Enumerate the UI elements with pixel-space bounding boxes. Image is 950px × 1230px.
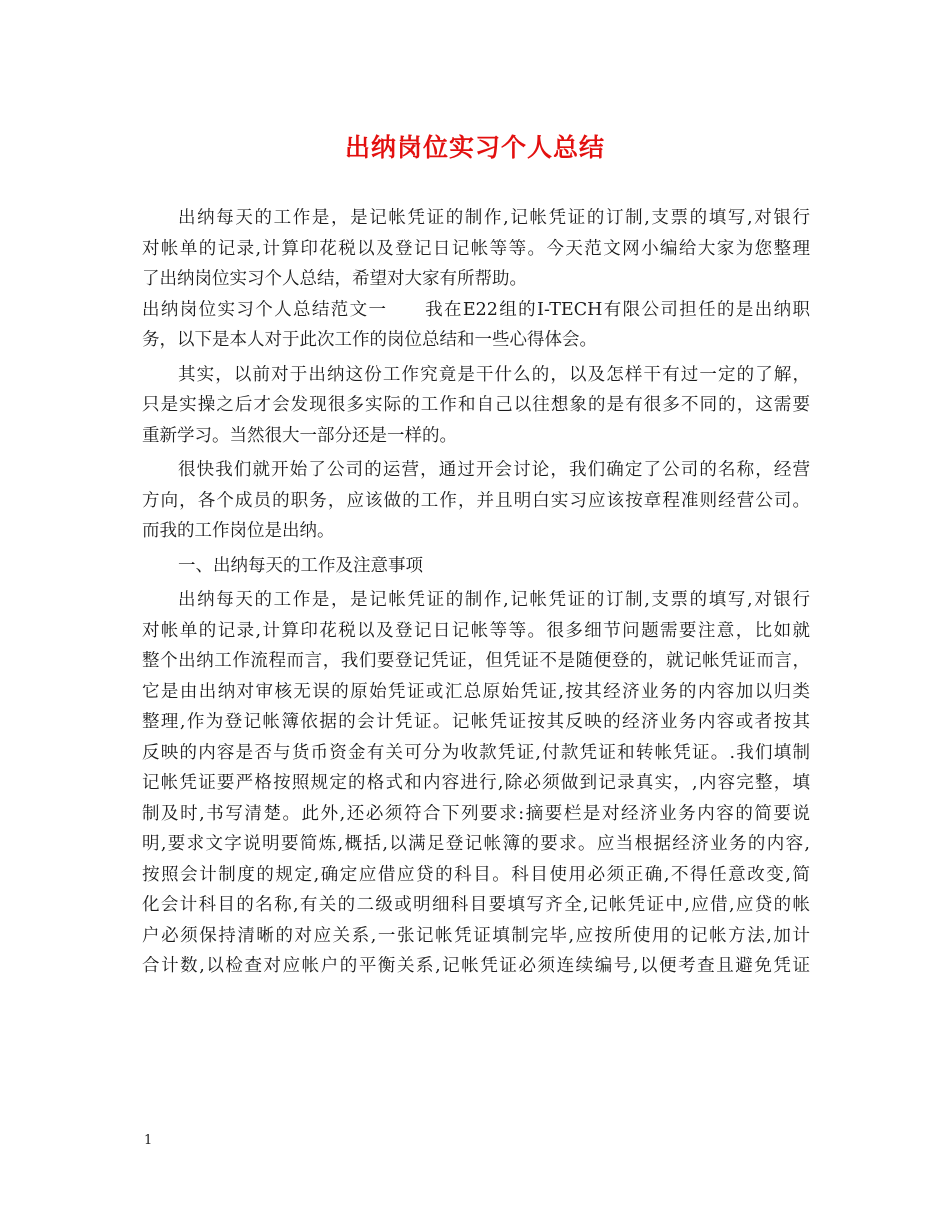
text-line: 了出纳岗位实习个人总结，希望对大家有所帮助。 (142, 269, 527, 289)
document-body (142, 203, 810, 982)
text-line: 务，以下是本人对于此次工作的岗位总结和一些心得体会。 (142, 330, 597, 350)
text-line: 记帐凭证要严格按照规定的格式和内容进行,除必须做到记录真实，,内容完整，填 (142, 773, 810, 793)
page-number: 1 (144, 1133, 153, 1148)
text-line: 户必须保持清晰的对应关系,一张记帐凭证填制完毕,应按所使用的记帐方法,加计 (142, 925, 810, 946)
text-line: 它是由出纳对审核无误的原始凭证或汇总原始凭证,按其经济业务的内容加以归类 (142, 681, 810, 702)
text-line: 按照会计制度的规定,确定应借应贷的科目。科目使用必须正确,不得任意改变,简 (142, 864, 810, 885)
text-line: 方向，各个成员的职务，应该做的工作，并且明白实习应该按章程准则经营公司。 (142, 490, 810, 511)
section-heading: 一、出纳每天的工作及注意事项 (178, 555, 423, 576)
text-line: 整理,作为登记帐簿依据的会计凭证。记帐凭证按其反映的经济业务内容或者按其 (142, 712, 810, 732)
text-line: 合计数,以检查对应帐户的平衡关系,记帐凭证必须连续编号,以便考查且避免凭证 (142, 956, 810, 976)
text-line: 反映的内容是否与货币资金有关可分为收款凭证,付款凭证和转帐凭证。.我们填制 (142, 742, 810, 763)
text-line: 其实，以前对于出纳这份工作究竟是干什么的，以及怎样干有过一定的了解， (178, 364, 810, 385)
text-line: 出纳每天的工作是，是记帐凭证的制作,记帐凭证的订制,支票的填写,对银行 (178, 208, 810, 228)
text-line: 很快我们就开始了公司的运营，通过开会讨论，我们确定了公司的名称，经营 (178, 460, 810, 480)
text-line: 明,要求文字说明要简炼,概括,以满足登记帐簿的要求。应当根据经济业务的内容, (142, 834, 810, 854)
text-line: 对帐单的记录,计算印花税以及登记日记帐等等。今天范文网小编给大家为您整理 (142, 238, 810, 259)
text-line: 出纳每天的工作是，是记帐凭证的制作,记帐凭证的订制,支票的填写,对银行 (178, 590, 810, 610)
text-line: 整个出纳工作流程而言，我们要登记凭证，但凭证不是随便登的，就记帐凭证而言， (142, 651, 810, 671)
text-line: 对帐单的记录,计算印花税以及登记日记帐等等。很多细节问题需要注意，比如就 (142, 620, 810, 641)
text-line: 出纳岗位实习个人总结范文一 我在E22组的I-TECH有限公司担任的是出纳职 (142, 299, 810, 320)
text-line: 制及时,书写清楚。此外,还必须符合下列要求:摘要栏是对经济业务内容的简要说 (142, 803, 810, 824)
text-line: 重新学习。当然很大一部分还是一样的。 (142, 425, 457, 446)
text-line: 只是实操之后才会发现很多实际的工作和自己以往想象的是有很多不同的，这需要 (142, 395, 810, 415)
text-line: 化会计科目的名称,有关的二级或明细科目要填写齐全,记帐凭证中,应借,应贷的帐 (142, 895, 810, 915)
document-title: 出纳岗位实习个人总结 (344, 133, 605, 162)
text-line: 而我的工作岗位是出纳。 (142, 521, 335, 541)
